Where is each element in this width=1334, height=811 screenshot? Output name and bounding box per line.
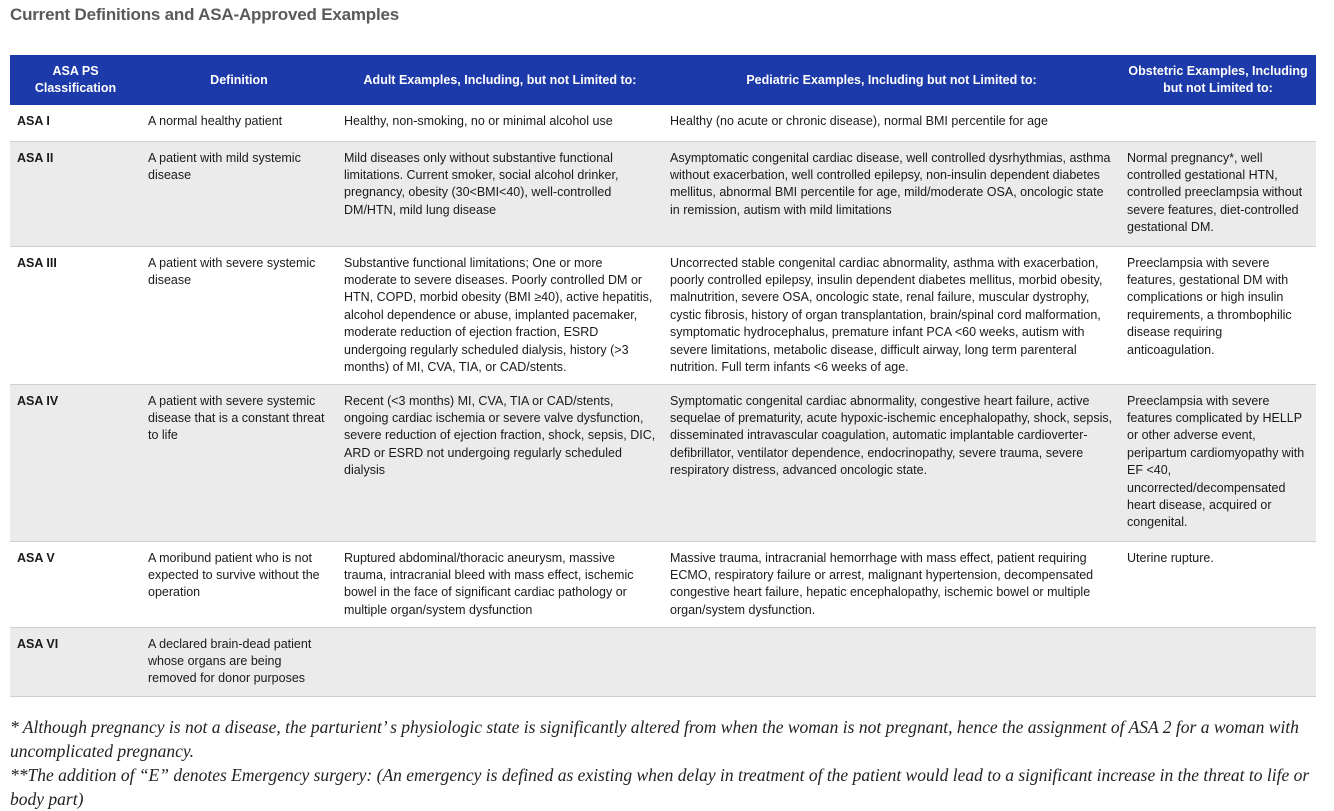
header-pediatric-examples: Pediatric Examples, Including but not Limited to: bbox=[663, 55, 1120, 105]
cell-adult: Recent (<3 months) MI, CVA, TIA or CAD/stents, ongoing cardiac ischemia or severe valve dysfunction, severe reduction of ejection fraction, shock, sepsis, DIC, ARD or ESRD not undergoing regularly scheduled dialysis bbox=[337, 384, 663, 541]
cell-adult bbox=[337, 627, 663, 696]
table-row bbox=[10, 541, 1316, 627]
footnote-pregnancy: * Although pregnancy is not a disease, the parturient’ s physiologic state is significantly altered from when the woman is not pregnant, hence the assignment of ASA 2 for a woman with uncomplicated pregnancy. bbox=[10, 717, 1299, 761]
footnotes bbox=[10, 715, 1330, 811]
header-obstetric-examples: Obstetric Examples, Including but not Limited to: bbox=[1120, 55, 1316, 105]
cell-classification: ASA II bbox=[10, 141, 141, 246]
cell-definition: A moribund patient who is not expected to survive without the operation bbox=[141, 541, 337, 627]
cell-obstetric bbox=[1120, 627, 1316, 696]
cell-definition: A declared brain-dead patient whose organs are being removed for donor purposes bbox=[141, 627, 337, 696]
cell-obstetric: Preeclampsia with severe features, gestational DM with complications or high insulin requirements, a thrombophilic disease requiring anticoagulation. bbox=[1120, 246, 1316, 384]
cell-classification: ASA IV bbox=[10, 384, 141, 541]
cell-obstetric: Preeclampsia with severe features complicated by HELLP or other adverse event, peripartum cardiomyopathy with EF <40, uncorrected/decompensated heart disease, acquired or congenital. bbox=[1120, 384, 1316, 541]
header-adult-examples: Adult Examples, Including, but not Limited to: bbox=[337, 55, 663, 105]
cell-adult: Mild diseases only without substantive functional limitations. Current smoker, social alcohol drinker, pregnancy, obesity (30<BMI<40), well-controlled DM/HTN, mild lung disease bbox=[337, 141, 663, 246]
table-row bbox=[10, 627, 1316, 696]
cell-pediatric bbox=[663, 627, 1120, 696]
table-header-row bbox=[10, 55, 1316, 105]
cell-adult: Ruptured abdominal/thoracic aneurysm, massive trauma, intracranial bleed with mass effect, ischemic bowel in the face of significant cardiac pathology or multiple organ/system dysfunction bbox=[337, 541, 663, 627]
cell-pediatric: Healthy (no acute or chronic disease), normal BMI percentile for age bbox=[663, 105, 1120, 141]
cell-obstetric: Uterine rupture. bbox=[1120, 541, 1316, 627]
footnote-emergency: **The addition of “E” denotes Emergency surgery: (An emergency is defined as existing when delay in treatment of the patient would lead to a significant increase in the threat to life or body part) bbox=[10, 765, 1310, 809]
cell-classification: ASA I bbox=[10, 105, 141, 141]
cell-definition: A patient with severe systemic disease bbox=[141, 246, 337, 384]
cell-pediatric: Uncorrected stable congenital cardiac abnormality, asthma with exacerbation, poorly controlled epilepsy, insulin dependent diabetes mellitus, morbid obesity, malnutrition, severe OSA, oncologic state, renal failure, muscular dystrophy, cystic fibrosis, history of organ transplantation, brain/spinal cord malformation, symptomatic hydrocephalus, premature infant PCA <60 weeks, autism with severe limitations, metabolic disease, difficult airway, long term parenteral nutrition. Full term infants <6 weeks of age. bbox=[663, 246, 1120, 384]
cell-classification: ASA III bbox=[10, 246, 141, 384]
cell-pediatric: Massive trauma, intracranial hemorrhage with mass effect, patient requiring ECMO, respiratory failure or arrest, malignant hypertension, decompensated congestive heart failure, hepatic encephalopathy, ischemic bowel or multiple organ/system dysfunction. bbox=[663, 541, 1120, 627]
header-classification: ASA PS Classification bbox=[10, 55, 141, 105]
header-definition: Definition bbox=[141, 55, 337, 105]
table-row bbox=[10, 141, 1316, 246]
cell-definition: A patient with severe systemic disease that is a constant threat to life bbox=[141, 384, 337, 541]
page-title: Current Definitions and ASA-Approved Examples bbox=[10, 5, 399, 24]
cell-adult: Substantive functional limitations; One or more moderate to severe diseases. Poorly controlled DM or HTN, COPD, morbid obesity (BMI ≥40), active hepatitis, alcohol dependence or abuse, implanted pacemaker, moderate reduction of ejection fraction, ESRD undergoing regularly scheduled dialysis, history (>3 months) of MI, CVA, TIA, or CAD/stents. bbox=[337, 246, 663, 384]
cell-definition: A normal healthy patient bbox=[141, 105, 337, 141]
cell-obstetric bbox=[1120, 105, 1316, 141]
cell-classification: ASA V bbox=[10, 541, 141, 627]
cell-pediatric: Symptomatic congenital cardiac abnormality, congestive heart failure, active sequelae of prematurity, acute hypoxic-ischemic encephalopathy, shock, sepsis, disseminated intravascular coagulation, automatic implantable cardioverter-defibrillator, ventilator dependence, endocrinopathy, severe trauma, severe respiratory distress, advanced oncologic state. bbox=[663, 384, 1120, 541]
table-row bbox=[10, 384, 1316, 541]
cell-adult: Healthy, non-smoking, no or minimal alcohol use bbox=[337, 105, 663, 141]
cell-definition: A patient with mild systemic disease bbox=[141, 141, 337, 246]
cell-obstetric: Normal pregnancy*, well controlled gestational HTN, controlled preeclampsia without severe features, diet-controlled gestational DM. bbox=[1120, 141, 1316, 246]
asa-classification-table bbox=[10, 55, 1316, 697]
cell-classification: ASA VI bbox=[10, 627, 141, 696]
cell-pediatric: Asymptomatic congenital cardiac disease, well controlled dysrhythmias, asthma without exacerbation, well controlled epilepsy, non-insulin dependent diabetes mellitus, abnormal BMI percentile for age, mild/moderate OSA, oncologic state in remission, autism with mild limitations bbox=[663, 141, 1120, 246]
table-row bbox=[10, 246, 1316, 384]
table-row bbox=[10, 105, 1316, 141]
